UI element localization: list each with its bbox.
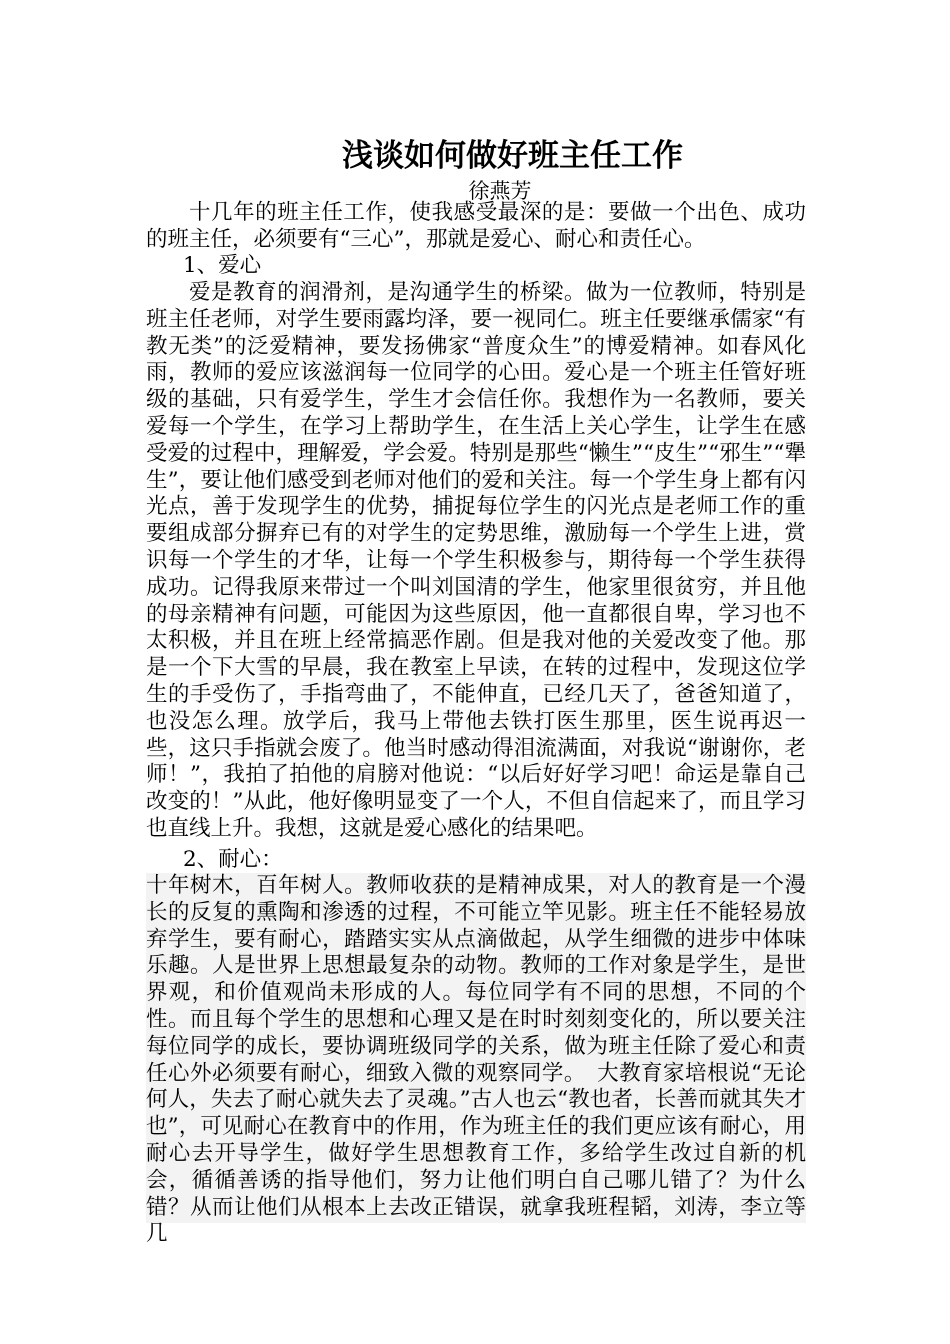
section-heading-patience: 2、耐心：: [183, 847, 283, 872]
intro-paragraph: 十几年的班主任工作，使我感受最深的是：要做一个出色、成功的班主任，必须要有“三心”，那就是爱心、耐心和责任心。: [146, 200, 806, 252]
document-title: 浅谈如何做好班主任工作: [342, 138, 683, 174]
section-paragraph-love: 爱是教育的润滑剂，是沟通学生的桥梁。做为一位教师，特别是班主任老师，对学生要雨露均泽，要一视同仁。班主任要继承儒家“有教无类”的泛爱精神，要发扬佛家“普度众生”的博爱精神。如春风化雨，教师的爱应该滋润每一位同学的心田。爱心是一个班主任管好班级的基础，只有爱学生，学生才会信任你。我想作为一名教师，要关爱每一个学生，在学习上帮助学生，在生活上关心学生，让学生在感受爱的过程中，理解爱，学会爱。特别是那些“懒生”“皮生”“邪生”“犟生”，要让他们感受到老师对他们的爱和关注。每一个学生身上都有闪光点，善于发现学生的优势，捕捉每位学生的闪光点是老师工作的重要组成部分摒弃已有的对学生的定势思维，激励每一个学生上进，赏识每一个学生的才华，让每一个学生积极参与，期待每一个学生获得成功。记得我原来带过一个叫刘国清的学生，他家里很贫穷，并且他的母亲精神有问题，可能因为这些原因，他一直都很自卑，学习也不太积极，并且在班上经常搞恶作剧。但是我对他的关爱改变了他。那是一个下大雪的早晨，我在教室上早读，在转的过程中，发现这位学生的手受伤了，手指弯曲了，不能伸直，已经几天了，爸爸知道了，也没怎么理。放学后，我马上带他去铁打医生那里，医生说再迟一些，这只手指就会废了。他当时感动得泪流满面，对我说“谢谢你，老师！”，我拍了拍他的肩膀对他说：“以后好好学习吧！命运是靠自己改变的！”从此，他好像明显变了一个人，不但自信起来了，而且学习也直线上升。我想，这就是爱心感化的结果吧。: [146, 280, 806, 841]
author-name: 徐燕芳: [468, 179, 532, 203]
section-paragraph-patience: 十年树木，百年树人。教师收获的是精神成果，对人的教育是一个漫长的反复的熏陶和渗透的过程，不可能立竿见影。班主任不能轻易放弃学生，要有耐心，踏踏实实从点滴做起，从学生细微的进步中体味乐趣。人是世界上思想最复杂的动物。教师的工作对象是学生，是世界观，和价值观尚未形成的人。每位同学有不同的思想，不同的个性。而且每个学生的思想和心理又是在时时刻刻变化的，所以要关注每位同学的成长，要协调班级同学的关系，做为班主任除了爱心和责任心外必须要有耐心，细致入微的观察同学。 大教育家培根说“无论何人，失去了耐心就失去了灵魂。”古人也云“教也者，长善而就其失才也”，可见耐心在教育中的作用，作为班主任的我们更应该有耐心，用耐心去开导学生，做好学生思想教育工作，多给学生改过自新的机会，循循善诱的指导他们，努力让他们明白自己哪儿错了？为什么错？从而让他们从根本上去改正错误，就拿我班程韬，刘涛，李立等几: [146, 873, 806, 1247]
section-heading-love: 1、爱心: [183, 253, 262, 278]
